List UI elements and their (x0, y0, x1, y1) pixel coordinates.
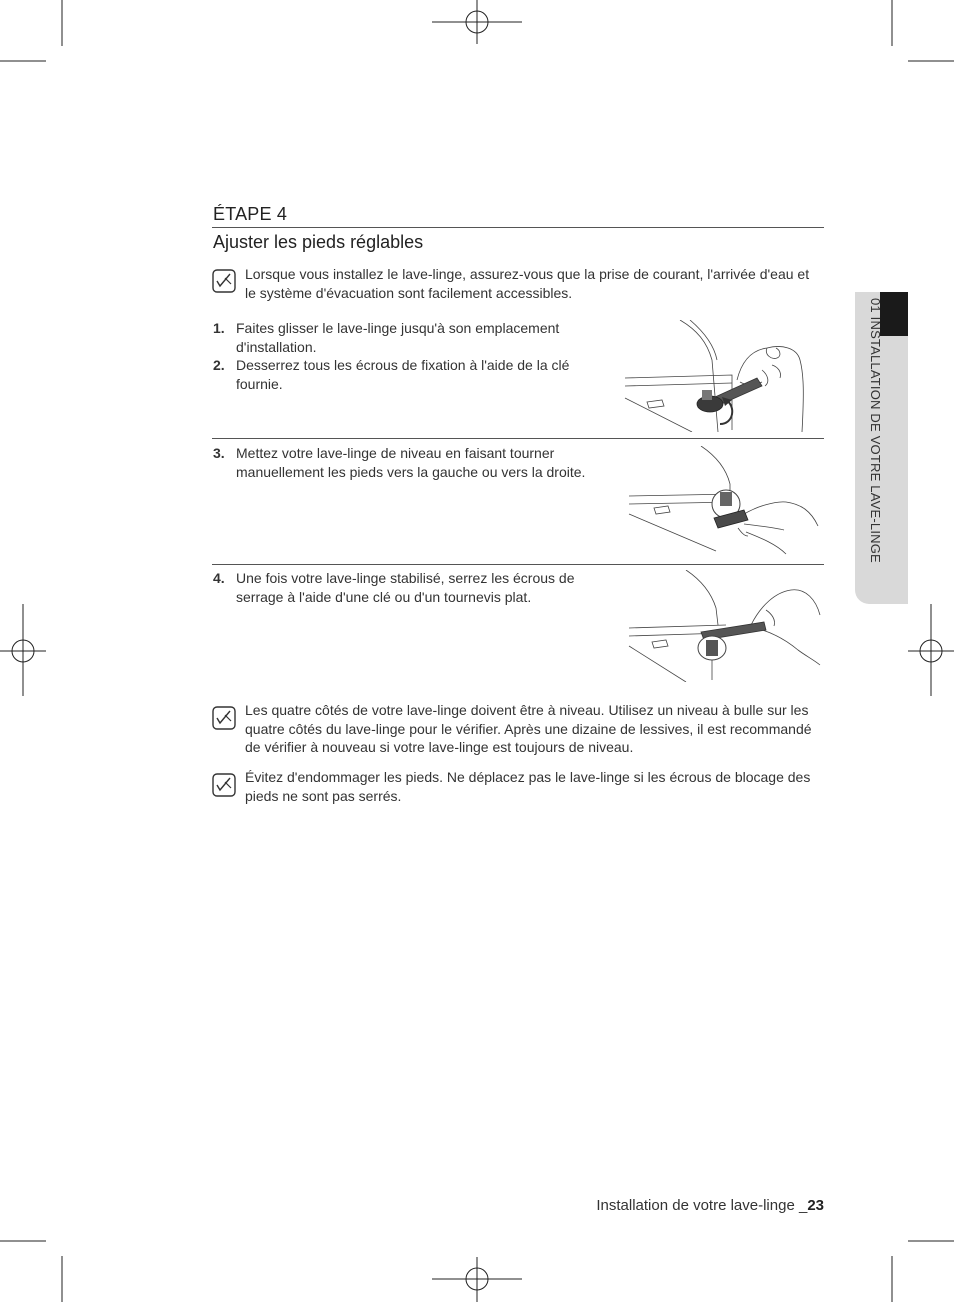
note-text: Lorsque vous installez le lave-linge, assurez-vous que la prise de courant, l'arrivée d'eau et le système d'évacuation sont facilement accessibles. (245, 266, 810, 301)
registration-mark-icon (0, 604, 46, 696)
section-tab-label: 01 INSTALLATION DE VOTRE LAVE-LINGE (868, 298, 883, 563)
note-icon (212, 706, 236, 730)
step-text: Mettez votre lave-linge de niveau en faisant tourner manuellement les pieds vers la gauche ou vers la droite. (236, 445, 586, 480)
step-text: Desserrez tous les écrous de fixation à l'aide de la clé fournie. (236, 357, 570, 392)
registration-mark-icon (432, 1257, 522, 1302)
note-icon (212, 773, 236, 797)
registration-mark-icon (432, 0, 522, 44)
step-number: 2. (213, 357, 225, 373)
page-footer (596, 1197, 824, 1214)
page-title: Ajuster les pieds réglables (213, 232, 424, 252)
step-text: Une fois votre lave-linge stabilisé, serrez les écrous de serrage à l'aide d'une clé ou d'un tournevis plat. (236, 570, 575, 605)
note-icon (212, 269, 236, 293)
title-divider (212, 227, 824, 228)
step-number: 3. (213, 445, 225, 461)
illustration-hand-turn-foot (626, 446, 822, 556)
step-number: 1. (213, 320, 225, 336)
step-number: 4. (213, 570, 225, 586)
step-divider (212, 438, 824, 439)
note-text: Les quatre côtés de votre lave-linge doivent être à niveau. Utilisez un niveau à bulle sur les quatre côtés du lave-linge pour le vérifier. Après une dizaine de lessives, il est recommandé de vérifier à nouveau si votre lave-linge est toujours de niveau. (245, 702, 812, 755)
note-text: Évitez d'endommager les pieds. Ne déplacez pas le lave-linge si les écrous de blocage des pieds ne sont pas serrés. (245, 769, 811, 804)
illustration-wrench-tighten (626, 570, 822, 682)
step-text: Faites glisser le lave-linge jusqu'à son emplacement d'installation. (236, 320, 560, 355)
page-number: 23 (807, 1197, 824, 1214)
step-label: ÉTAPE 4 (213, 204, 288, 224)
step-divider (212, 564, 824, 565)
list-item (213, 356, 583, 393)
list-item (213, 319, 583, 356)
list-item (213, 569, 588, 606)
registration-mark-icon (908, 604, 954, 696)
footer-text: Installation de votre lave-linge _ (596, 1197, 808, 1214)
list-item (213, 444, 598, 481)
illustration-wrench-loosen (622, 320, 822, 432)
